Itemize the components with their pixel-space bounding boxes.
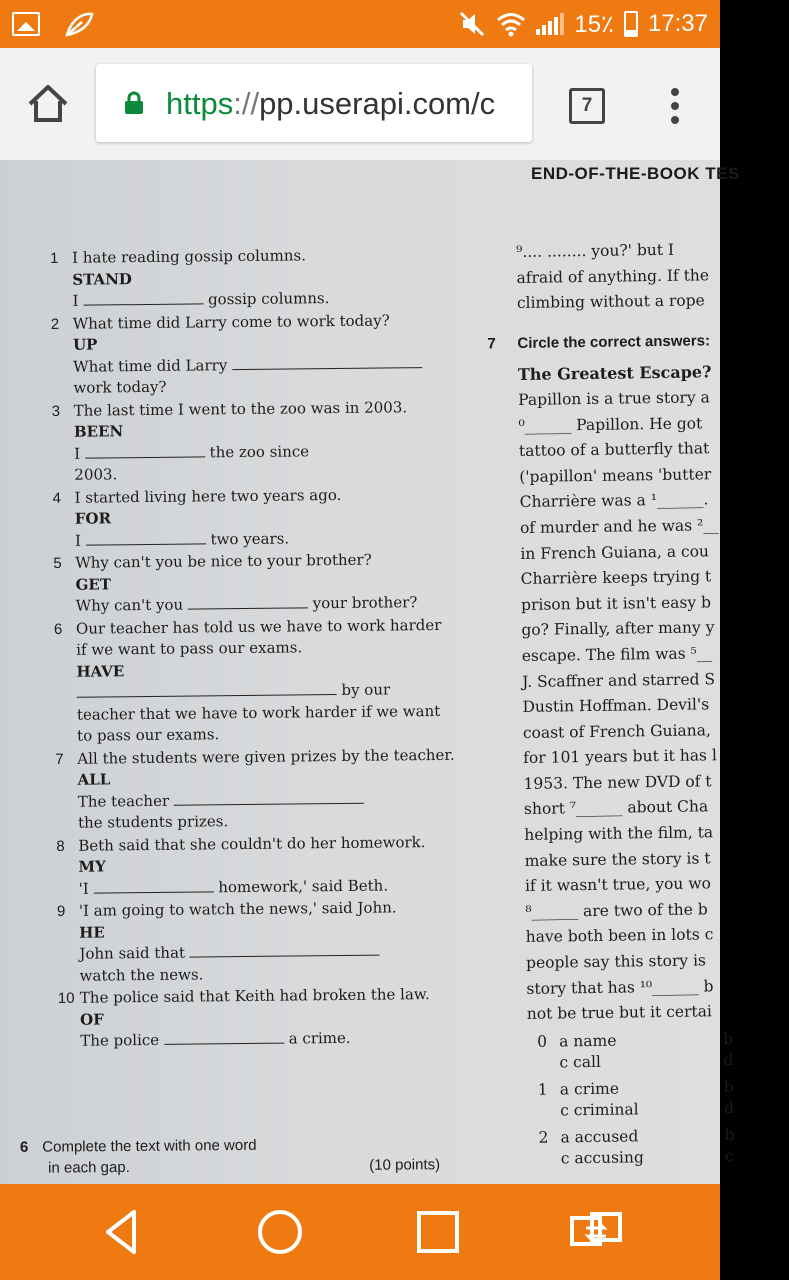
item-answer-line: Why can't you your brother? <box>75 593 418 615</box>
item-number: 9 <box>56 902 66 920</box>
item-continuation: teacher that we have to work harder if we want to pass our exams. <box>76 701 441 745</box>
item-keyword: STAND <box>72 269 132 289</box>
item-sentence: The police said that Keith had broken the law. <box>79 985 430 1007</box>
text-line: go? Finally, after many y <box>521 618 715 640</box>
item-number: 6 <box>53 620 63 638</box>
text-line: make sure the story is t <box>524 849 711 870</box>
wifi-icon <box>496 11 526 37</box>
option-a: a crime <box>559 1079 620 1099</box>
text-line: story that has ¹⁰______ b <box>526 976 714 998</box>
status-right <box>458 0 708 48</box>
text-line: helping with the film, ta <box>524 823 714 845</box>
task-7-instruction: 7 Circle the correct answers: <box>487 332 711 353</box>
text-line: escape. The film was ⁵__ <box>521 644 713 665</box>
option-c: c criminal <box>560 1100 639 1120</box>
item-number: 5 <box>53 554 62 572</box>
item-answer-line: The teacher <box>78 787 456 812</box>
answer-option-group <box>528 1076 789 1122</box>
item-answer-line: The police a crime. <box>80 1028 351 1050</box>
page-header: END-OF-THE-BOOK TES <box>531 164 740 183</box>
text-line: prison but it isn't easy b <box>520 593 712 614</box>
text-line: in French Guiana, a cou <box>520 541 710 563</box>
text-line: if it wasn't true, you wo <box>524 874 711 896</box>
back-icon[interactable] <box>94 1204 150 1260</box>
item-continuation: 2003. <box>74 465 118 484</box>
battery-percent: 15٪ <box>574 10 614 38</box>
option-number: 0 <box>537 1032 548 1051</box>
answer-gap[interactable] <box>83 290 203 305</box>
text-line: Charrière keeps trying t <box>520 567 712 589</box>
text-line: not be true but it certai <box>526 1002 712 1024</box>
lock-icon <box>124 92 144 114</box>
screen-switch-icon[interactable] <box>568 1204 624 1260</box>
text-line: Charrière was a ¹______. <box>519 490 709 512</box>
text-line: climbing without a rope <box>516 291 705 313</box>
browser-toolbar <box>0 48 720 160</box>
battery-icon <box>624 11 638 37</box>
item-answer-line: John said that <box>79 940 457 965</box>
item-sentence: The last time I went to the zoo was in 2003. <box>73 397 408 420</box>
text-line: ⁹.... ........ you?' but I <box>516 240 675 261</box>
text-line: 1953. The new DVD of t <box>523 772 712 793</box>
points-label: (10 points) <box>369 1156 441 1174</box>
item-sentence: Our teacher has told us we have to work harder if we want to pass our exams. <box>75 615 442 659</box>
item-answer-line: 'I homework,' said Beth. <box>78 875 389 898</box>
item-answer-line: by our <box>77 679 455 704</box>
overflow-menu-icon[interactable] <box>664 88 686 128</box>
item-number: 7 <box>55 750 64 768</box>
navigation-bar <box>0 1184 720 1280</box>
item-continuation: work today? <box>73 377 167 397</box>
text-line: J. Scaffner and starred S <box>522 669 716 691</box>
task-number: 6 <box>19 1138 29 1156</box>
option-c: c call <box>559 1052 602 1072</box>
exercise-item <box>50 244 451 313</box>
item-keyword: BEEN <box>73 422 124 441</box>
gallery-icon <box>12 12 40 36</box>
clock: 17:37 <box>647 10 708 37</box>
recents-icon[interactable] <box>410 1204 466 1260</box>
item-keyword: HAVE <box>76 661 125 681</box>
item-number: 3 <box>51 402 61 420</box>
home-circle-icon[interactable] <box>252 1204 308 1260</box>
task-6-instruction: 6 Complete the text with one word in each gap. (10 points) <box>19 1136 441 1177</box>
item-keyword: OF <box>79 1009 104 1029</box>
item-number: 4 <box>52 489 62 507</box>
text-line: have both been in lots c <box>525 925 714 947</box>
item-answer-line: I two years. <box>74 529 290 550</box>
tab-count: 7 <box>581 95 593 116</box>
answer-gap[interactable] <box>164 1030 284 1045</box>
exercise-item <box>56 831 457 900</box>
exercise-list <box>50 244 458 1054</box>
option-d: c <box>724 1146 734 1165</box>
text-line: short ⁷______ about Cha <box>523 797 709 819</box>
option-d: d <box>724 1098 735 1117</box>
answer-gap[interactable] <box>174 789 364 805</box>
option-b: b <box>723 1077 734 1096</box>
option-a: a name <box>559 1031 617 1051</box>
status-bar <box>0 0 720 48</box>
item-keyword: HE <box>79 922 105 942</box>
signal-icon <box>536 13 564 35</box>
item-keyword: ALL <box>77 770 111 789</box>
text-line: ⁸______ are two of the b <box>525 900 708 921</box>
answer-option-group <box>528 1124 789 1170</box>
option-number: 2 <box>538 1128 549 1147</box>
item-answer-line: I gossip columns. <box>72 289 330 310</box>
address-bar[interactable] <box>96 64 532 142</box>
right-column <box>487 236 789 1175</box>
item-sentence: 'I am going to watch the news,' said John. <box>78 898 397 920</box>
item-number: 10 <box>57 989 75 1007</box>
exercise-item <box>53 549 454 618</box>
exercise-item <box>57 897 458 987</box>
item-sentence: Why can't you be nice to your brother? <box>75 550 372 572</box>
answer-gap[interactable] <box>190 942 380 958</box>
answer-gap[interactable] <box>232 354 422 370</box>
text-line: people say this story is <box>525 951 707 972</box>
exercise-item <box>52 396 453 486</box>
story-title: The Greatest Escape? <box>517 362 712 385</box>
exercise-item <box>55 744 456 834</box>
item-keyword: MY <box>78 857 106 876</box>
item-keyword: UP <box>72 335 98 354</box>
leaf-icon <box>64 10 94 38</box>
item-sentence: I hate reading gossip columns. <box>72 246 307 267</box>
answer-gap[interactable] <box>86 530 206 545</box>
answer-option-group <box>527 1028 788 1074</box>
item-number: 8 <box>56 837 65 855</box>
item-sentence: Beth said that she couldn't do her homework. <box>78 832 426 855</box>
item-number: 2 <box>50 315 60 333</box>
mute-icon <box>458 10 486 38</box>
item-answer-line: I the zoo since <box>74 441 310 463</box>
item-answer-line: What time did Larry <box>73 352 451 377</box>
text-line: Dustin Hoffman. Devil's <box>522 695 710 717</box>
item-continuation: the students prizes. <box>77 812 229 832</box>
answer-gap[interactable] <box>93 878 213 893</box>
item-keyword: FOR <box>74 509 112 528</box>
url-text: https://pp.userapi.com/c <box>166 86 496 121</box>
answer-gap[interactable] <box>85 443 205 458</box>
text-line: afraid of anything. If the <box>516 265 710 287</box>
option-a: a accused <box>560 1127 639 1147</box>
item-sentence: I started living here two years ago. <box>74 485 342 507</box>
tab-switcher-button[interactable] <box>569 88 605 124</box>
exercise-item <box>51 309 452 399</box>
text-line: coast of French Guiana, <box>522 721 711 742</box>
option-b: b <box>724 1125 735 1144</box>
exercise-item <box>58 984 459 1053</box>
option-b: b <box>723 1029 734 1048</box>
text-line: for 101 years but it has l <box>523 746 717 768</box>
item-sentence: All the students were given prizes by the teacher. <box>77 745 455 768</box>
item-keyword: GET <box>75 574 112 594</box>
text-line: tattoo of a butterfly that <box>518 439 710 461</box>
answer-gap[interactable] <box>188 594 308 609</box>
option-number: 1 <box>537 1080 548 1099</box>
text-line: Papillon is a true story a <box>518 388 710 409</box>
page-image <box>0 160 740 1184</box>
option-d: d <box>723 1050 734 1069</box>
exercise-item <box>53 483 454 552</box>
text-line: ⁰______ Papillon. He got <box>518 413 703 435</box>
item-continuation: watch the news. <box>79 964 204 985</box>
item-sentence: What time did Larry come to work today? <box>72 310 390 333</box>
option-c: c accusing <box>560 1148 644 1168</box>
text-line: ('papillon' means 'butter <box>519 465 712 486</box>
text-line: of murder and he was ²__ <box>519 516 719 537</box>
answer-gap[interactable] <box>77 681 337 698</box>
home-icon[interactable] <box>26 82 70 126</box>
exercise-item <box>54 614 455 747</box>
item-number: 1 <box>50 249 59 267</box>
